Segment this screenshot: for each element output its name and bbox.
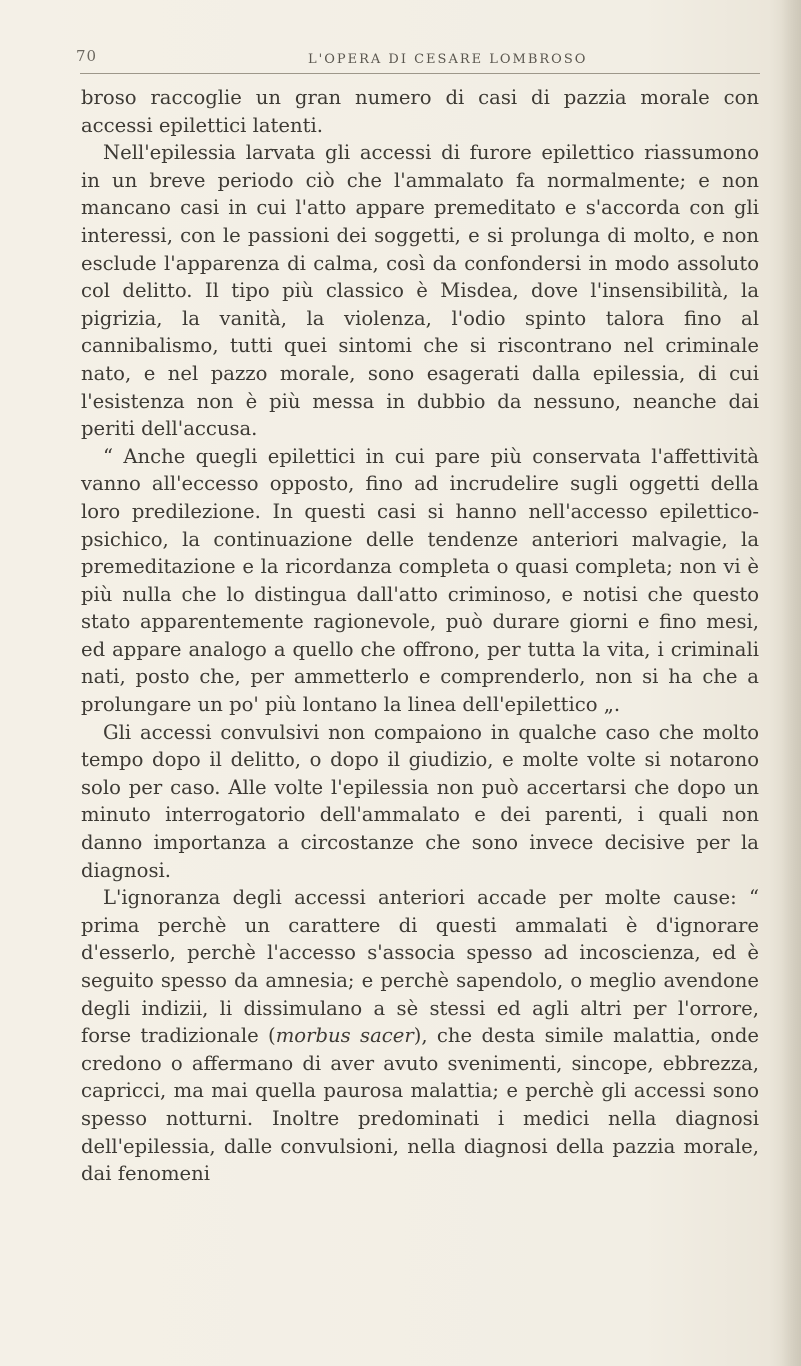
paragraph-5-italic: morbus sacer — [275, 1024, 414, 1048]
paragraph-1: broso raccoglie un gran numero di casi di pazzia morale con accessi epilettici latenti. — [81, 86, 759, 137]
paragraph-5-text-after: ), che desta simile malattia, onde credono o affermano di aver avuto svenimenti, sincope, ebbrezza, capricci, ma mai quella paurosa malattia; e perchè gli accessi sono spesso notturni. Inoltre predominati i medici nella diagnosi dell'epilessia, dalle convulsioni, nella diagnosi della pazzia morale, dai fenomeni — [81, 1024, 759, 1186]
running-title: L'OPERA DI CESARE LOMBROSO — [308, 52, 588, 67]
body-text — [81, 84, 759, 1188]
paragraph-2: Nell'epilessia larvata gli accessi di furore epilettico riassumono in un breve periodo ciò che l'ammalato fa normalmente; e non mancano casi in cui l'atto appare premeditato e s'accorda con gli interessi, con le passioni dei soggetti, e si prolunga di molto, e non esclude l'apparenza di calma, così da confondersi in modo assoluto col delitto. Il tipo più classico è Misdea, dove l'insensibilità, la pigrizia, la vanità, la violenza, l'odio spinto talora fino al cannibalismo, tutti quei sintomi che si riscontrano nel criminale nato, e nel pazzo morale, sono esagerati dalla epilessia, di cui l'esistenza non è più messa in dubbio da nessuno, neanche dai periti dell'accusa. — [81, 141, 759, 441]
page-number: 70 — [76, 47, 98, 65]
paragraph-5-text-before: L'ignoranza degli accessi anteriori accade per molte cause: “ prima perchè un carattere di questi ammalati è d'ignorare d'esserlo, perchè l'accesso s'associa spesso ad incoscienza, ed è seguito spesso da amnesia; e perchè sapendolo, o meglio avendone degli indizii, li dissimulano a sè stessi ed agli altri per l'orrore, forse tradizionale ( — [81, 886, 759, 1048]
paragraph-4: Gli accessi convulsivi non compaiono in qualche caso che molto tempo dopo il delitto, o dopo il giudizio, e molte volte si notarono solo per caso. Alle volte l'epilessia non può accertarsi che dopo un minuto interrogatorio dell'ammalato e dei parenti, i quali non danno importanza a circostanze che sono invece decisive per la diagnosi. — [81, 720, 759, 882]
header-rule — [80, 73, 760, 74]
paragraph-5 — [81, 884, 759, 1188]
page-edge-shadow — [781, 0, 801, 1366]
paragraph-3: “ Anche quegli epilettici in cui pare più conservata l'affettività vanno all'eccesso opposto, fino ad incrudelire sugli oggetti della loro predilezione. In questi casi si hanno nell'accesso epilettico-psichico, la continuazione delle tendenze anteriori malvagie, la premeditazione e la ricordanza completa o quasi completa; non vi è più nulla che lo distingua dall'atto criminoso, e notisi che questo stato apparentemente ragionevole, può durare giorni e fino mesi, ed appare analogo a quello che offrono, per tutta la vita, i criminali nati, posto che, per ammetterlo e comprenderlo, non si ha che a prolungare un po' più lontano la linea dell'epilettico „. — [81, 444, 759, 717]
